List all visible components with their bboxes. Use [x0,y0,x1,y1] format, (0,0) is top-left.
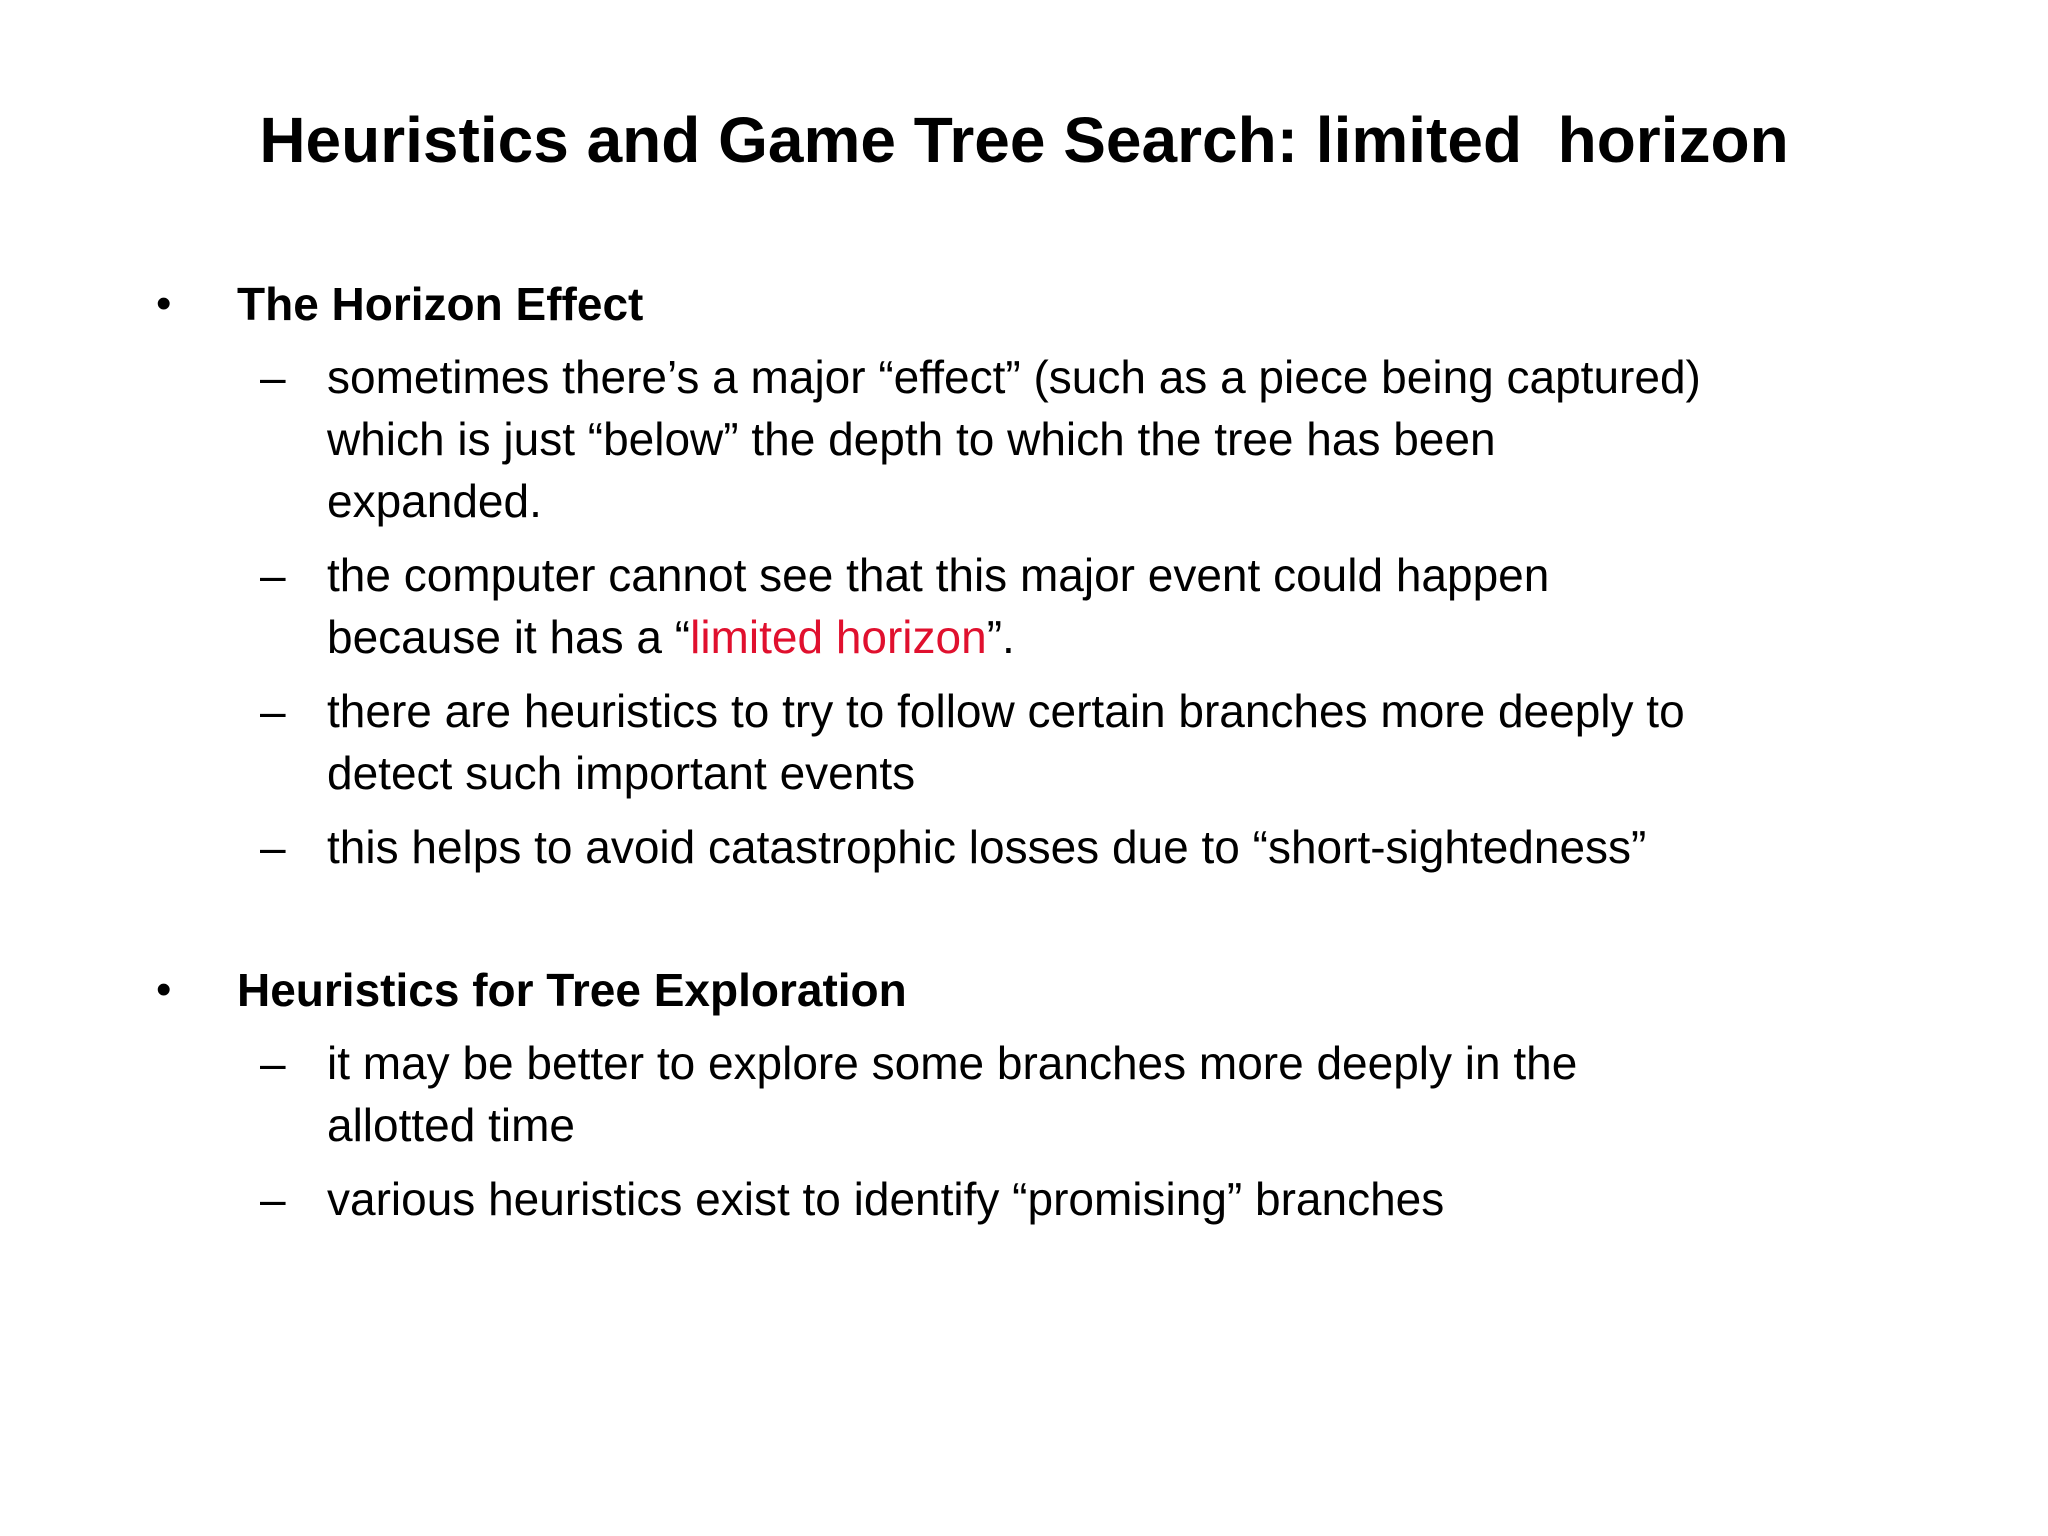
list-item [0,544,2048,668]
dash-marker: – [260,1037,286,1089]
slide-title: Heuristics and Game Tree Search: limited horizon [259,104,1789,176]
section-heading: The Horizon Effect [237,278,644,330]
bullet-row [0,958,2048,1022]
text-line: there are heuristics to try to follow certain branches more deeply to [327,685,1685,737]
text-line: it may be better to explore some branches more deeply in the [327,1037,1578,1089]
bullet-marker: • [156,279,172,328]
list-item-text [327,544,1927,668]
text-line: expanded. [327,475,542,527]
list-item-text [327,816,1927,878]
list-item [0,680,2048,804]
section-tree-exploration [0,958,2048,1230]
dash-marker: – [260,351,286,403]
list-item-text [327,346,1927,532]
list-item [0,1032,2048,1156]
text-line: detect such important events [327,747,916,799]
text-line: which is just “below” the depth to which the tree has been [327,413,1496,465]
bullet-row [0,272,2048,336]
text-segment: ”. [986,611,1015,663]
text-line: allotted time [327,1099,576,1151]
text-line: this helps to avoid catastrophic losses due to “short-sightedness” [327,821,1647,873]
text-line: various heuristics exist to identify “promising” branches [327,1173,1445,1225]
text-segment: because it has a “ [327,611,691,663]
section-heading: Heuristics for Tree Exploration [237,964,907,1016]
list-item [0,1168,2048,1230]
text-line [327,606,1927,668]
list-item [0,346,2048,532]
dash-marker: – [260,821,286,873]
dash-marker: – [260,1173,286,1225]
dash-marker: – [260,549,286,601]
section-horizon-effect [0,272,2048,878]
text-line: sometimes there’s a major “effect” (such as a piece being captured) [327,351,1701,403]
dash-marker: – [260,685,286,737]
text-line: the computer cannot see that this major event could happen [327,549,1550,601]
list-item-text [327,1168,1927,1230]
highlighted-text: limited horizon [690,611,987,663]
list-item-text [327,680,1927,804]
list-item-text [327,1032,1927,1156]
list-item [0,816,2048,878]
bullet-marker: • [156,965,172,1014]
